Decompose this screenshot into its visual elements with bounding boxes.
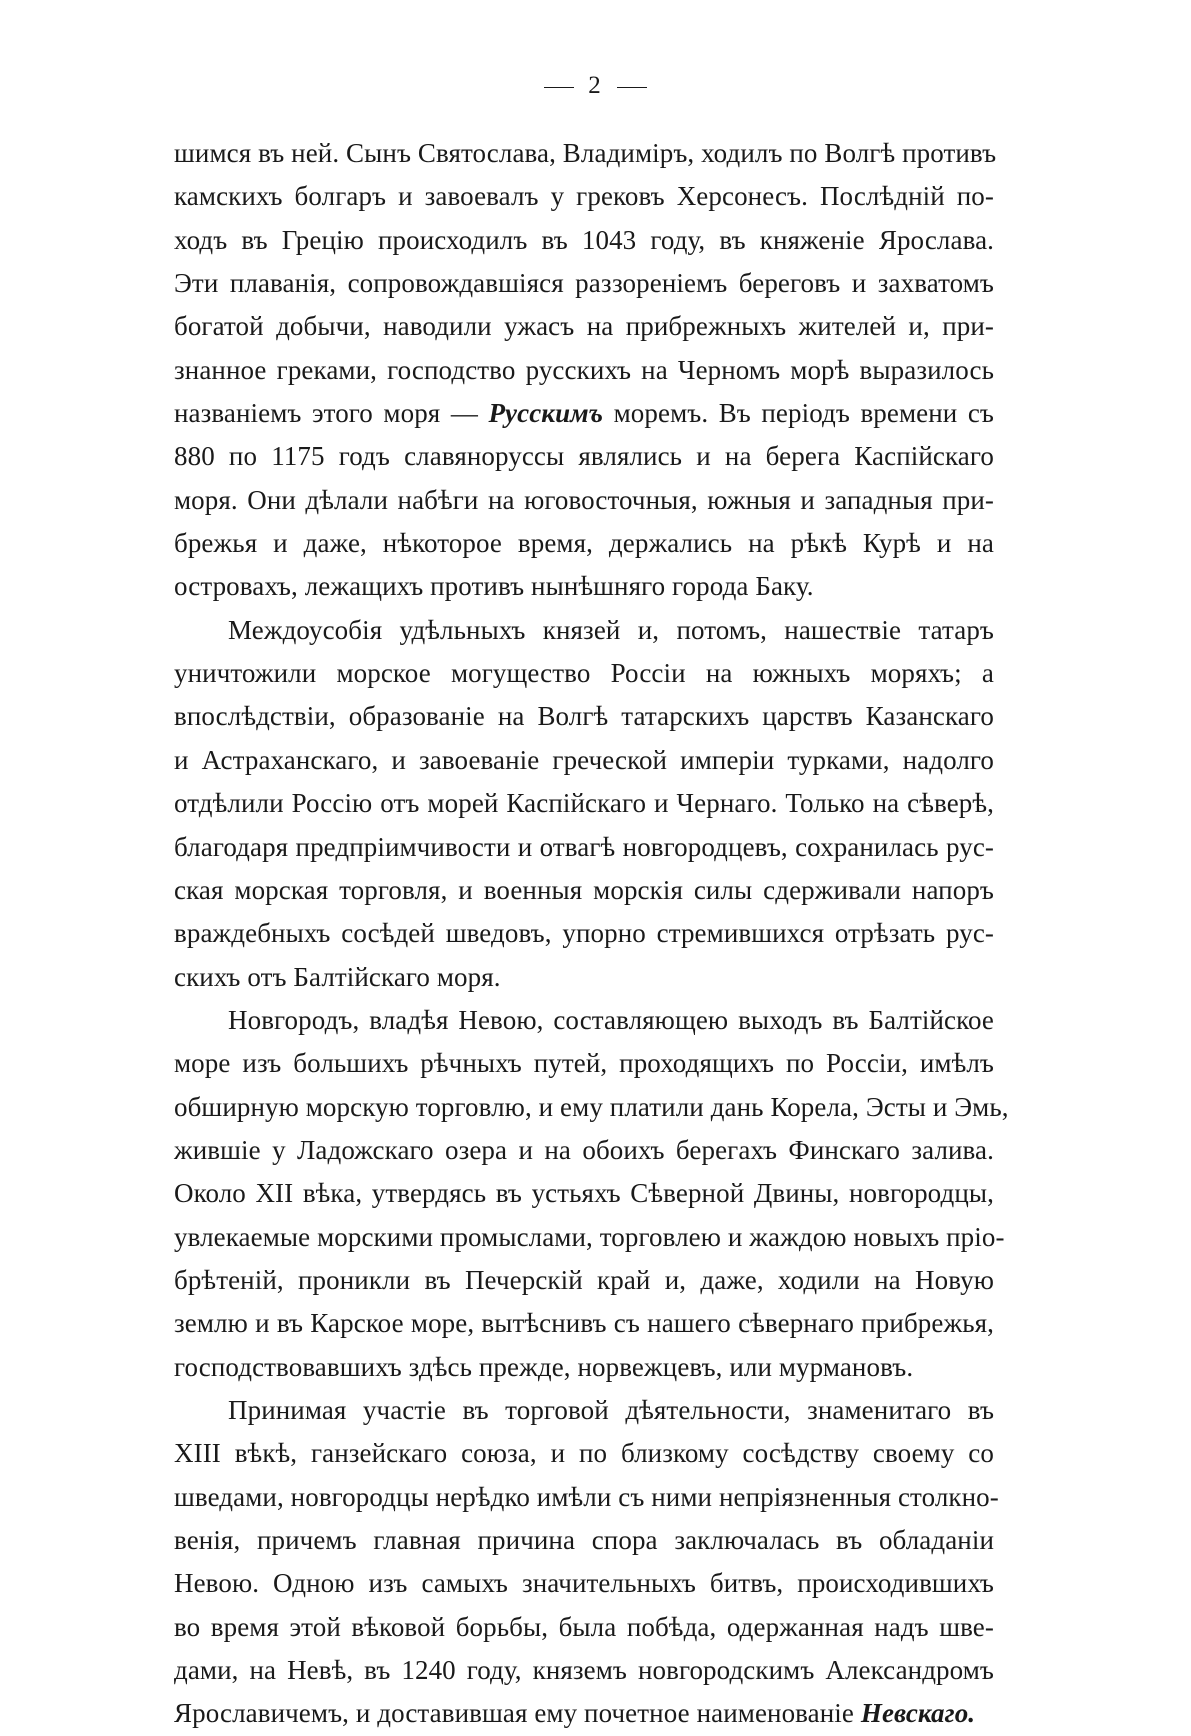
text-line: названіемъ этого моря — Русскимъ моремъ. Въ періодъ времени съ [174,398,994,429]
text-line: Эти плаванія, сопровождавшіяся раззореніемъ береговъ и захватомъ [174,268,994,299]
text-line: ская морская торговля, и военныя морскія силы сдерживали напоръ [174,874,994,905]
text-line: брежья и даже, нѣкоторое время, держались на рѣкѣ Курѣ и на [174,528,994,559]
text-line: Новгородъ, владѣя Невою, составляющею выходъ въ Балтійское [228,1004,994,1035]
text-line: уничтожили морское могущество Россіи на южныхъ моряхъ; а [174,658,994,689]
right-dash [617,87,647,88]
text-line: ходъ въ Грецію происходилъ въ 1043 году, въ княженіе Ярослава. [174,224,994,255]
text-line: островахъ, лежащихъ противъ нынѣшняго города Баку. [174,571,814,602]
text-line: господствовавшихъ здѣсь прежде, норвежцевъ, или мурмановъ. [174,1351,914,1382]
paragraph [174,999,1009,1389]
paragraph [174,132,997,609]
text-line: Ярославичемъ, и доставившая ему почетное наименованіе Невскаго. [174,1698,976,1729]
body-text [174,132,1009,1736]
text-line: 880 по 1175 годъ славянорусcы являлись и на берега Каспійскаго [174,441,994,472]
left-dash [544,87,574,88]
text-line: обширную морскую торговлю, и ему платили дань Корела, Эсты и Эмь, [174,1091,1009,1122]
page-number: 2 [588,72,603,99]
page-number-header [0,72,1191,100]
paragraph [174,609,994,999]
emphasized-word: Невскаго. [860,1698,976,1729]
text-line: и Астраханскаго, и завоеваніе греческой имперіи турками, надолго [174,744,994,775]
text-line: брѣтеній, проникли въ Печерскій край и, даже, ходили на Новую [174,1264,994,1295]
text-line: впослѣдствіи, образованіе на Волгѣ татарскихъ царствъ Казанскаго [174,701,994,732]
text-line: жившіе у Ладожскаго озера и на обоихъ берегахъ Финскаго залива. [174,1134,994,1165]
text-line: дами, на Невѣ, въ 1240 году, княземъ новгородскимъ Александромъ [174,1655,994,1686]
text-line: отдѣлили Россію отъ морей Каспійскаго и Чернаго. Только на сѣверѣ, [174,788,994,819]
text-line: скихъ отъ Балтійскаго моря. [174,961,501,992]
text-line: моря. Они дѣлали набѣги на юговосточныя, южныя и западныя при- [174,484,994,515]
text-line: знанное греками, господство русскихъ на Черномъ морѣ выразилось [174,354,994,385]
text-line: море изъ большихъ рѣчныхъ путей, проходящихъ по Россіи, имѣлъ [174,1048,994,1079]
text-line: Невою. Одною изъ самыхъ значительныхъ битвъ, происходившихъ [174,1568,994,1599]
text-line: во время этой вѣковой борьбы, была побѣда, одержанная надъ шве- [174,1611,994,1642]
paragraph [174,1389,999,1736]
text-line: шимся въ ней. Сынъ Святослава, Владиміръ, ходилъ по Волгѣ противъ [174,138,997,168]
text-line: Около XII вѣка, утвердясь въ устьяхъ Сѣверной Двины, новгородцы, [174,1178,994,1209]
text-line: благодаря предпріимчивости и отвагѣ новгородцевъ, сохранилась рус- [174,831,994,862]
text-line: венія, причемъ главная причина спора заключалась въ обладаніи [174,1525,994,1555]
text-line: XIII вѣкѣ, ганзейскаго союза, и по близкому сосѣдству своему со [174,1438,994,1469]
text-line: камскихъ болгаръ и завоевалъ у грековъ Херсонесъ. Послѣдній по- [174,181,994,212]
text-line: Принимая участіе въ торговой дѣятельности, знаменитаго въ [228,1394,994,1425]
text-line: Междоусобія удѣльныхъ князей и, потомъ, нашествіе татаръ [228,614,994,645]
text-line: увлекаемые морскими промыслами, торговлею и жаждою новыхъ пріо- [174,1221,1005,1252]
text-line: враждебныхъ сосѣдей шведовъ, упорно стремившихся отрѣзать рус- [174,918,994,949]
text-line: богатой добычи, наводили ужасъ на прибрежныхъ жителей и, при- [174,311,994,342]
emphasized-word: Русскимъ [488,398,604,429]
text-line: землю и въ Карское море, вытѣснивъ съ нашего сѣвернаго прибрежья, [174,1308,994,1339]
text-line: шведами, новгородцы нерѣдко имѣли съ ними непріязненныя столкно- [174,1481,999,1512]
